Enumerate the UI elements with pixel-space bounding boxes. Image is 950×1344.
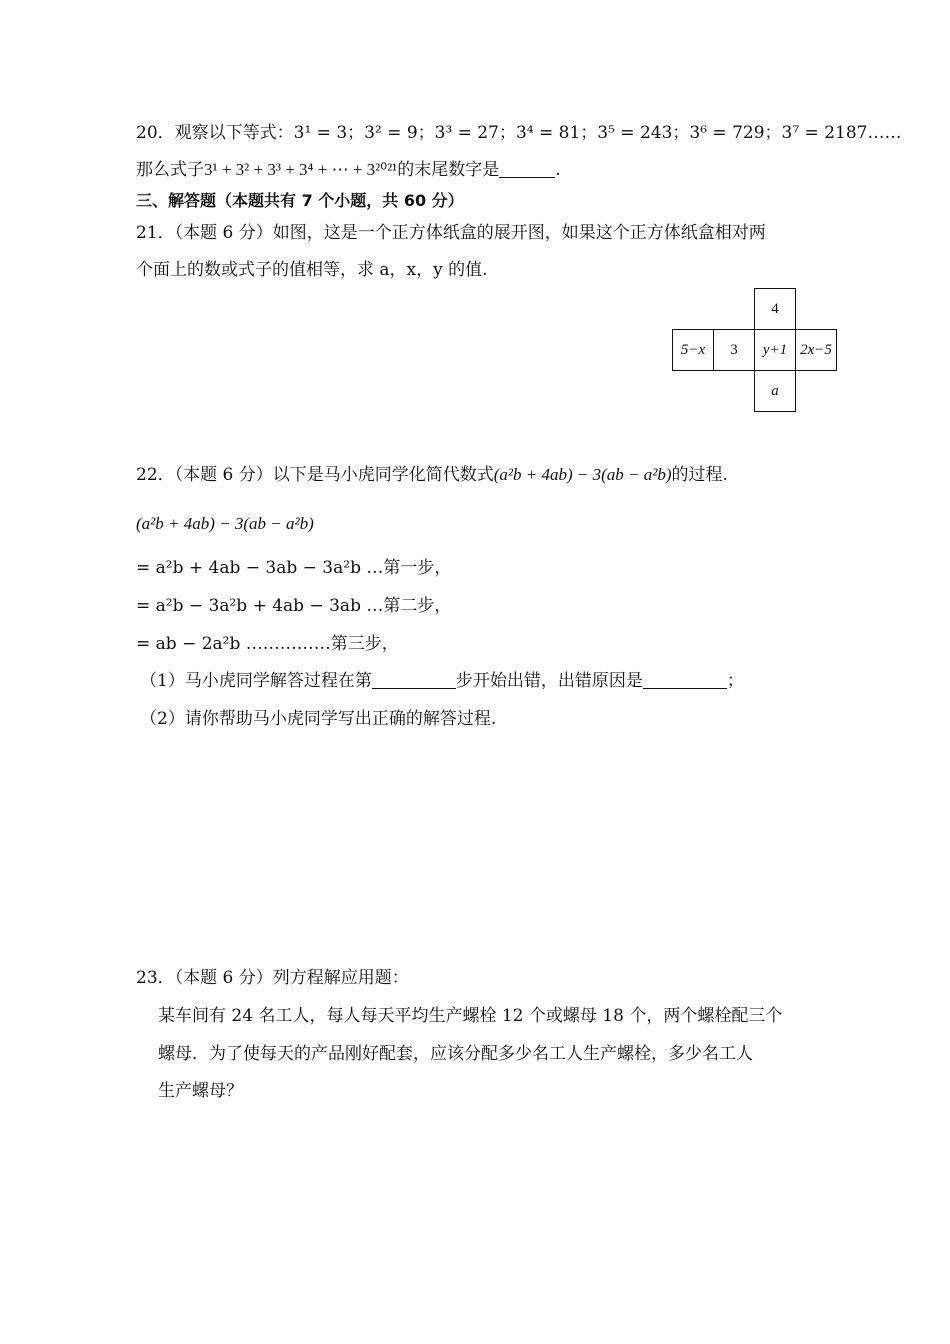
q22-step0: (a²b + 4ab) − 3(ab − a²b) (136, 514, 314, 533)
q21-line2: 个面上的数或式子的值相等，求 a，x，y 的值. (136, 260, 488, 280)
q20-suffix: 的末尾数字是 (397, 160, 500, 180)
q22-suffix: 的过程. (671, 465, 728, 485)
q22-line1 (136, 463, 728, 487)
q20-prefix: 那么式子 (136, 160, 204, 180)
net-cell-top: 4 (755, 289, 796, 330)
q22-sub1 (140, 669, 744, 693)
q23-body1: 某车间有 24 名工人，每人每天平均生产螺栓 12 个或螺母 18 个，两个螺栓配三个 (158, 1006, 783, 1026)
net-cell-row-3: 2x−5 (796, 330, 837, 371)
q22-sub1-part-b: 步开始出错，出错原因是 (455, 671, 643, 691)
q22-expression: (a²b + 4ab) − 3(ab − a²b) (493, 465, 672, 484)
net-cell-row-0: 5−x (673, 330, 714, 371)
net-cell-bottom: a (755, 371, 796, 412)
q20-answer-blank[interactable] (499, 159, 555, 178)
section-3-heading: 三、解答题（本题共有 7 个小题，共 60 分） (136, 191, 464, 210)
q22-step3: = ab − 2a²b ……………第三步， (136, 634, 399, 654)
q22-sub1-end: ； (726, 671, 744, 691)
q22-step2: = a²b − 3a²b + 4ab − 3ab …第二步， (136, 596, 452, 616)
q22-sub1-part-a: （1）马小虎同学解答过程在第 (140, 671, 372, 691)
q23-body2: 螺母．为了使每天的产品刚好配套，应该分配多少名工人生产螺栓，多少名工人 (158, 1044, 753, 1064)
net-cell-row-1: 3 (714, 330, 755, 371)
q22-reason-blank[interactable] (643, 670, 727, 689)
cube-net-figure (672, 288, 837, 412)
q22-step-blank[interactable] (372, 670, 456, 689)
q20-sum-expression: 3¹ + 3² + 3³ + 3⁴ + ⋯ + 3²⁰²¹ (204, 160, 398, 179)
q22-step1: = a²b + 4ab − 3ab − 3a²b …第一步， (136, 558, 452, 578)
q20-equalities: 20．观察以下等式：3¹ = 3；3² = 9；3³ = 27；3⁴ = 81；3⁵ = 243；3⁶ = 729；3⁷ = 2187…… (136, 123, 902, 143)
q20-period: . (555, 160, 561, 180)
q22-prefix: 22．（本题 6 分）以下是马小虎同学化简代数式 (136, 465, 494, 485)
q23-line1: 23．（本题 6 分）列方程解应用题： (136, 968, 409, 988)
q20-line1 (136, 121, 901, 145)
q20-line2 (136, 158, 561, 182)
q21-line1: 21．（本题 6 分）如图，这是一个正方体纸盒的展开图，如果这个正方体纸盒相对两 (136, 223, 766, 243)
q23-body3: 生产螺母？ (158, 1081, 243, 1101)
q22-sub2: （2）请你帮助马小虎同学写出正确的解答过程. (140, 709, 497, 729)
net-cell-row-2: y+1 (755, 330, 796, 371)
